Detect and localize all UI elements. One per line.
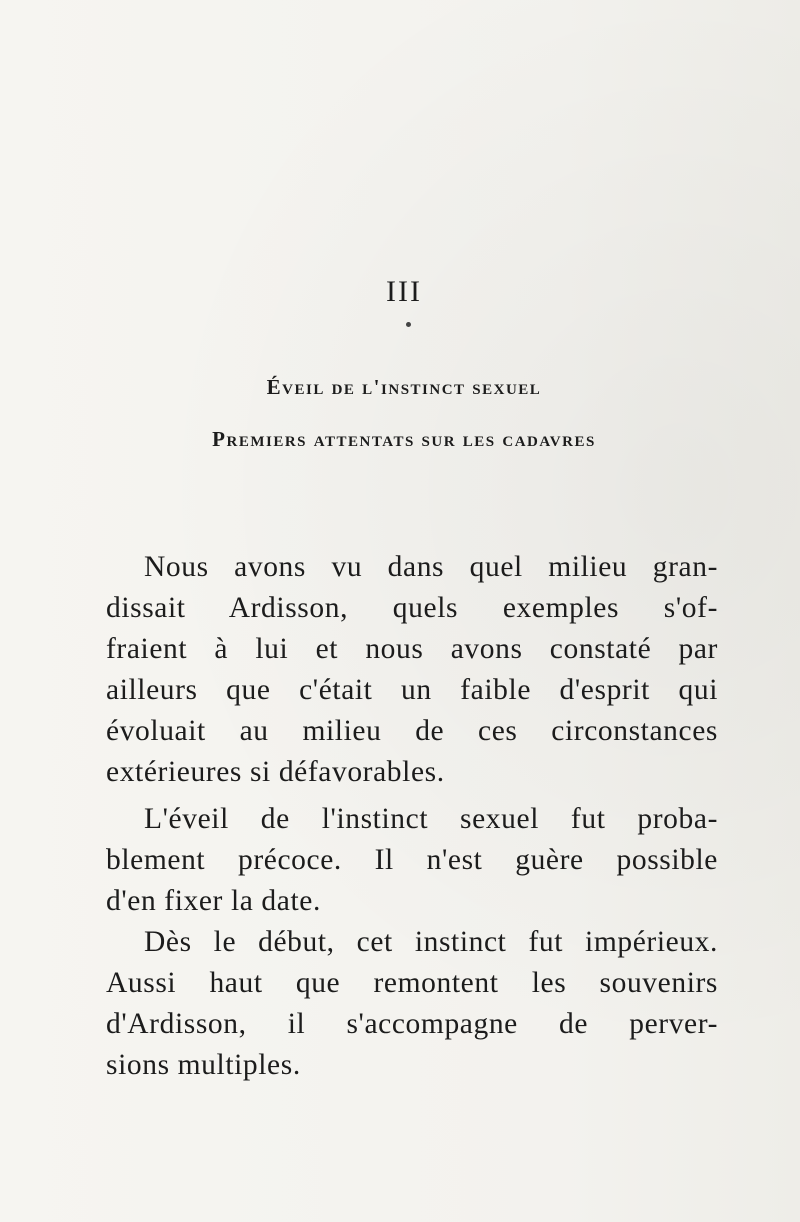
text-line: Nous avons vu dans quel milieu gran-: [144, 551, 718, 583]
text-line: d'Ardisson, il s'accompagne de perver-: [106, 1008, 718, 1040]
text-line: Aussi haut que remontent les souvenirs: [106, 967, 718, 999]
paragraph-3: [106, 922, 718, 1086]
text-line: fraient à lui et nous avons constaté par: [106, 633, 718, 665]
text-line: évoluait au milieu de ces circonstances: [106, 715, 718, 747]
paragraph-1: [106, 547, 718, 793]
text-line: extérieures si défavorables.: [106, 756, 445, 788]
paragraph-2: [106, 799, 718, 922]
text-line: Dès le début, cet instinct fut impérieux.: [144, 926, 718, 958]
ornament-dot: [406, 322, 411, 327]
text-line: L'éveil de l'instinct sexuel fut proba-: [144, 803, 718, 835]
chapter-heading-line-2: Premiers attentats sur les cadavres: [212, 427, 596, 451]
chapter-number: III: [386, 275, 422, 308]
text-line: sions multiples.: [106, 1049, 301, 1081]
text-line: dissait Ardisson, quels exemples s'of-: [106, 592, 718, 624]
chapter-heading-line-1: Éveil de l'instinct sexuel: [266, 375, 542, 399]
text-line: d'en fixer la date.: [106, 885, 321, 917]
text-line: blement précoce. Il n'est guère possible: [106, 844, 718, 876]
text-line: ailleurs que c'était un faible d'esprit qui: [106, 674, 718, 706]
